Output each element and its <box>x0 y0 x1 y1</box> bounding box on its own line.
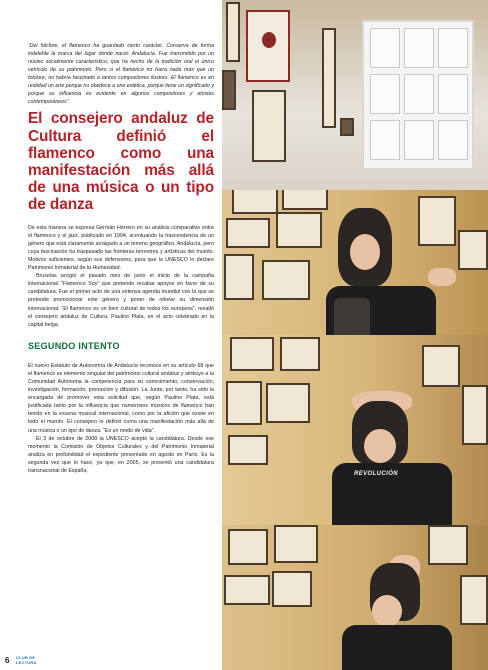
paragraph: El nuevo Estatuto de Autonomía de Andalucía reconoce en su artículo 68 que el flamenco es elemento singular del patrimonio cultural andaluz y atribuye a la Comunidad Autónoma la competencia para su conocimiento, conservación, investigación, formación, promoción y difusión. La Junta, por tanto, ha sido la encargada de promover esta solicitud que, según Paulino Plata, está justificada tanto por la influencia que numerosos músicos de flamenco han tenido en la escena musical internacional, como por la afición que existe en todo el mundo. El consejero lo definió como una manifestación más allá de una música o un tipo de danza. “Es un modo de vida”. <box>28 362 214 434</box>
window-pane <box>438 74 468 114</box>
photo-dancer-3 <box>222 525 488 670</box>
picture-frame <box>282 190 328 210</box>
chair <box>334 298 370 335</box>
picture-frame <box>428 525 468 565</box>
logo-line: CLUB DE <box>16 655 36 660</box>
picture-frame <box>460 575 488 625</box>
article-body-a <box>28 224 214 329</box>
shirt-print: REVOLUCIÓN <box>354 471 399 477</box>
picture-frame <box>226 218 270 248</box>
magazine-logo <box>16 656 37 665</box>
picture-frame <box>276 212 322 248</box>
window-pane <box>370 28 400 68</box>
section-subhead: SEGUNDO INTENTO <box>28 340 120 351</box>
poster-figure <box>262 32 276 48</box>
logo-line: LECTURA <box>16 659 37 665</box>
window-pane <box>438 28 468 68</box>
window-pane <box>370 74 400 114</box>
picture-frame <box>340 118 354 136</box>
opening-quote: “Del folclore, el flamenco ha guardado cierto carácter. Conserva de forma indeleble la marca del lugar donde nació: Andalucía. Fue transmitido por un núcleo socialmente característico, que ha hecho de la tradición oral el único vehículo de su patrimonio. Pero si el flamenco no fuera nada más que un folclore, no habría fascinado a tantos compositores ilustres. El flamenco es en realidad un arte porque no obedece a una estética, porque tiene un significado y porque su influencia es evidente en algunos compositores y artistas contemporáneos”. <box>28 43 214 106</box>
paragraph: Bruselas acogió el pasado mes de junio el inicio de la campaña internacional “Flamenco Soy” que pretende recabar apoyos en favor de su candidatura. Fue el primer acto de una extensa agenda mundial con la que se pretende promocionar este género y poner de relieve su dimensión internacional. “El flamenco es un bien cultural de todos los europeos”, resaltó el consejero andaluz de Cultura, Paulino Plata, en el acto celebrado en la capital belga. <box>28 273 214 328</box>
photo-dancer-2 <box>222 335 488 525</box>
dancer-face <box>364 429 396 463</box>
poster <box>246 10 290 82</box>
picture-frame <box>462 385 488 445</box>
picture-frame <box>262 260 310 300</box>
dancer-face <box>372 595 402 627</box>
picture-frame <box>222 70 236 110</box>
headline: El consejero andaluz de Cultura definió el flamenco como una manifestación más allá de una música o un tipo de danza <box>28 110 214 214</box>
picture-frame <box>322 28 336 128</box>
dancer-face <box>350 234 380 270</box>
dancer-shirt <box>332 463 452 525</box>
article-column <box>28 42 214 475</box>
picture-frame <box>274 525 318 563</box>
picture-frame <box>224 575 270 605</box>
picture-frame <box>230 337 274 371</box>
article-body-b <box>28 362 214 475</box>
poster <box>226 2 240 62</box>
window-pane <box>404 74 434 114</box>
paragraph: De esta manera se expresa Germán Herrero en su análisis comparativo entre el flamenco y el jazz, publicado en 1994, acentuando la trascendencia de un género que está claramente arraigado a un terreno geográfico, Andalucía, pero cuya fascinación ha traspasado las fronteras terrestres y artísticas del mundo. Motivos suficientes, según sus defensores, para que la UNESCO lo declare Patrimonio Inmaterial de la Humanidad. <box>28 224 214 272</box>
photo-dancer-1 <box>222 190 488 335</box>
picture-frame <box>228 435 268 465</box>
window-pane <box>370 120 400 160</box>
picture-frame <box>232 190 278 214</box>
window-pane <box>438 120 468 160</box>
page-footer <box>0 652 230 670</box>
window <box>362 20 474 170</box>
photo-column <box>222 0 488 670</box>
picture-frame <box>272 571 312 607</box>
picture-frame <box>224 254 254 300</box>
picture-frame <box>226 381 262 425</box>
dancer-hand <box>428 268 456 286</box>
photo-flamenco-room <box>222 0 488 190</box>
picture-frame <box>458 230 488 270</box>
picture-frame <box>418 196 456 246</box>
poster <box>252 90 286 162</box>
dancer-shirt <box>342 625 452 670</box>
window-pane <box>404 120 434 160</box>
page-number: 6 <box>5 656 10 665</box>
window-pane <box>404 28 434 68</box>
picture-frame <box>422 345 460 387</box>
picture-frame <box>228 529 268 565</box>
picture-frame <box>266 383 310 423</box>
picture-frame <box>280 337 320 371</box>
paragraph: El 3 de octubre de 2008 la UNESCO aceptó la candidatura. Desde ese momento la Comisión de Objetos Culturales y del Patrimonio Inmaterial analiza en profundidad el expediente presentado en agosto en París. Es la segunda vez que lo hace, ya que, en 2005, se presentó una candidatura transnacional de España, <box>28 435 214 475</box>
